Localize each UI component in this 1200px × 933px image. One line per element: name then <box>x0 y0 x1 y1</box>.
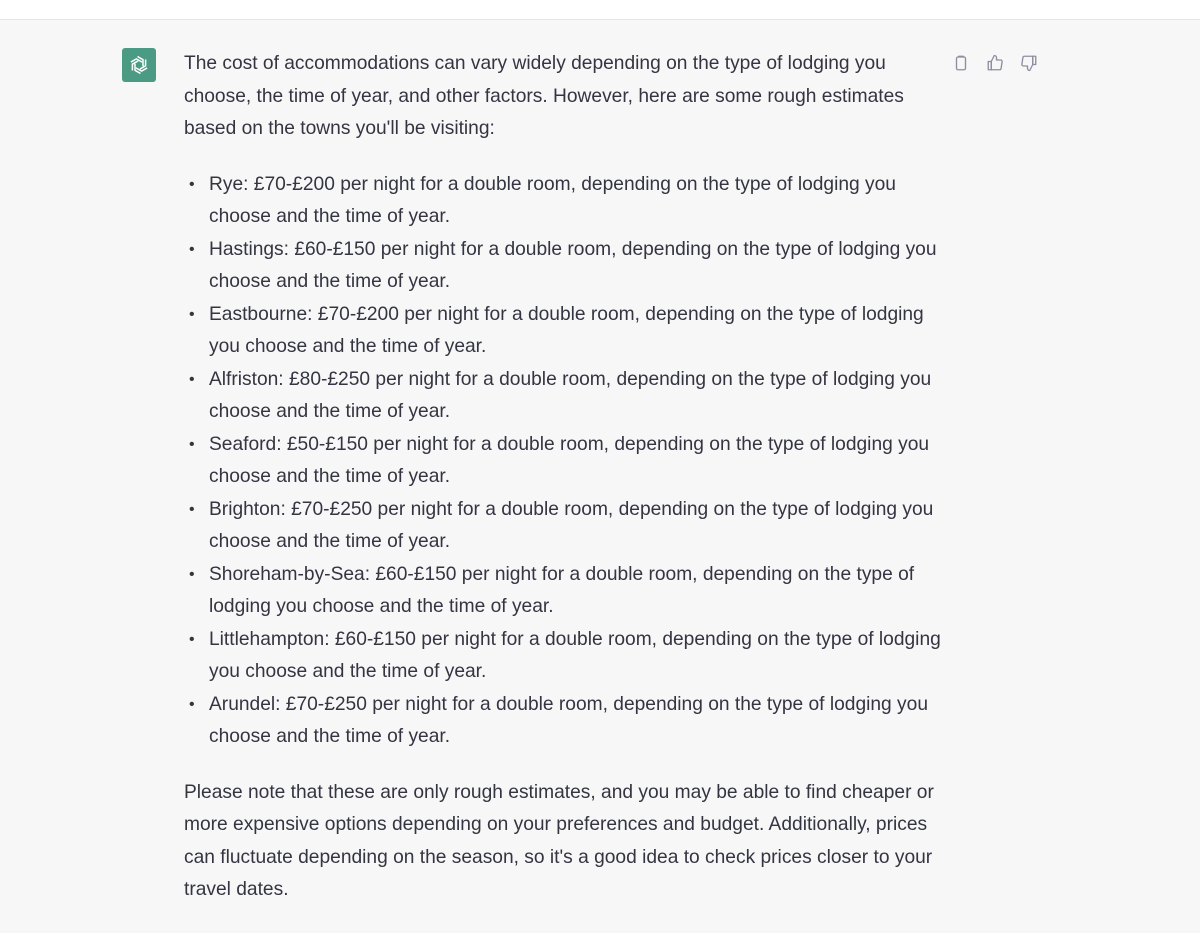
top-bar <box>0 0 1200 20</box>
assistant-message <box>0 20 1200 933</box>
thumbs-down-button[interactable] <box>1018 52 1040 74</box>
bullet: • <box>189 630 195 648</box>
bullet: • <box>189 695 195 713</box>
accommodation-list <box>184 169 944 754</box>
bullet: • <box>189 565 195 583</box>
thumbs-up-button[interactable] <box>984 52 1006 74</box>
list-item: • Brighton: £70-£250 per night for a double room, depending on the type of lodging you choose and the time of year. <box>209 494 944 559</box>
list-item: • Rye: £70-£200 per night for a double room, depending on the type of lodging you choose and the time of year. <box>209 169 944 234</box>
list-item: • Alfriston: £80-£250 per night for a double room, depending on the type of lodging you choose and the time of year. <box>209 364 944 429</box>
clipboard-icon <box>952 54 970 72</box>
bullet: • <box>189 500 195 518</box>
bullet: • <box>189 305 195 323</box>
bullet: • <box>189 175 195 193</box>
message-actions <box>950 52 1040 74</box>
bullet: • <box>189 370 195 388</box>
list-item: • Littlehampton: £60-£150 per night for a double room, depending on the type of lodging you choose and the time of year. <box>209 624 944 689</box>
message-content <box>184 48 944 907</box>
list-item: • Hastings: £60-£150 per night for a double room, depending on the type of lodging you choose and the time of year. <box>209 234 944 299</box>
list-item: • Shoreham-by-Sea: £60-£150 per night for a double room, depending on the type of lodging you choose and the time of year. <box>209 559 944 624</box>
bullet: • <box>189 240 195 258</box>
assistant-avatar <box>122 48 156 82</box>
list-item: • Seaford: £50-£150 per night for a double room, depending on the type of lodging you choose and the time of year. <box>209 429 944 494</box>
list-item: • Eastbourne: £70-£200 per night for a double room, depending on the type of lodging you choose and the time of year. <box>209 299 944 364</box>
thumbs-down-icon <box>1020 54 1038 72</box>
thumbs-up-icon <box>986 54 1004 72</box>
list-item: • Arundel: £70-£250 per night for a double room, depending on the type of lodging you choose and the time of year. <box>209 689 944 754</box>
message-intro: The cost of accommodations can vary widely depending on the type of lodging you choose, the time of year, and other factors. However, here are some rough estimates based on the towns you'll be visiting: <box>184 53 904 139</box>
copy-button[interactable] <box>950 52 972 74</box>
bullet: • <box>189 435 195 453</box>
message-outro: Please note that these are only rough estimates, and you may be able to find cheaper or more expensive options depending on your preferences and budget. Additionally, prices can fluctuate depending on the season, so it's a good idea to check prices closer to your travel dates. <box>184 781 934 900</box>
openai-logo-icon <box>127 53 151 77</box>
